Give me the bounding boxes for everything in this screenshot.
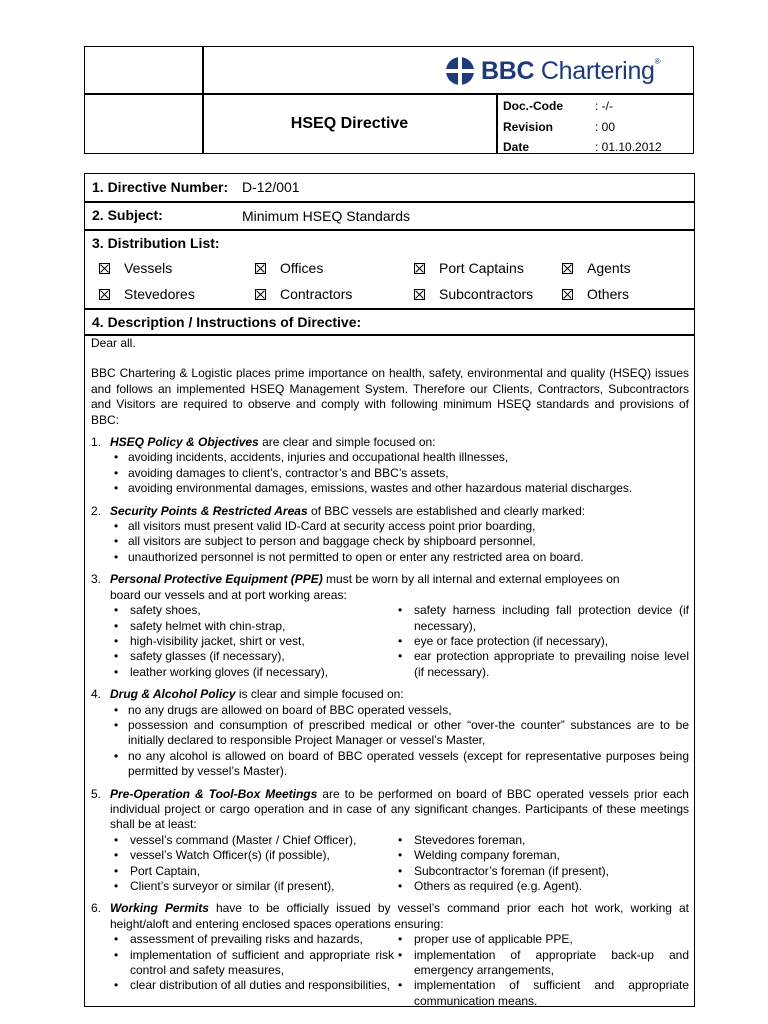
list-item: • avoiding environmental damages, emissions, wastes and other hazardous material discharges. — [110, 481, 689, 496]
list-item: • no any alcohol is allowed on board of BBC operated vessels (except for representative purposes being permitted by vessel’s Master). — [110, 749, 689, 780]
list-item: • implementation of sufficient and appropriate communication means. — [394, 978, 689, 1009]
dist-stevedores: Stevedores — [99, 286, 195, 302]
list-item: • unauthorized personnel is not permitted to open or enter any restricted area on board. — [110, 550, 689, 565]
list-item: • implementation of appropriate back-up and emergency arrangements, — [394, 948, 689, 979]
dist-agents: Agents — [562, 260, 631, 276]
list-item: • avoiding incidents, accidents, injuries and occupational health illnesses, — [110, 450, 689, 465]
divider — [496, 93, 498, 154]
checked-box-icon — [562, 289, 573, 300]
list-item: • vessel’s Watch Officer(s) (if possible), — [110, 848, 394, 863]
subject-value: Minimum HSEQ Standards — [242, 208, 411, 224]
section-security-points: 2. Security Points & Restricted Areas of BBC vessels are established and clearly marked: • all visitors must present valid ID-Card at security access point prior boarding, • all visitors are subject to person and baggage check by shipboard personnel, • unauthorized personnel is not permitted to open or enter any restricted area on board. — [91, 504, 689, 566]
document-header — [84, 46, 694, 154]
checked-box-icon — [99, 263, 110, 274]
directive-table — [84, 173, 695, 1007]
checked-box-icon — [99, 289, 110, 300]
logo-text: BBC Chartering® — [481, 56, 661, 85]
list-item: • Stevedores foreman, — [394, 833, 689, 848]
divider — [85, 308, 694, 310]
list-item: • no any drugs are allowed on board of BBC operated vessels, — [110, 703, 689, 718]
list-item: • vessel’s command (Master / Chief Officer), — [110, 833, 394, 848]
directive-body — [91, 336, 689, 1009]
list-item: • Others as required (e.g. Agent). — [394, 879, 689, 894]
section-hseq-policy: 1. HSEQ Policy & Objectives are clear and simple focused on: • avoiding incidents, accidents, injuries and occupational health illnesses, • avoiding damages to client’s, contractor’s and BBC’s assets, • avoiding environmental damages, emissions, wastes and other hazardous material discharges. — [91, 435, 689, 497]
intro-paragraph: BBC Chartering & Logistic places prime importance on health, safety, environmental and quality (HSEQ) issues and follows an implemented HSEQ Management System. Therefore our Clients, Contractors, Subcontractors and Visitors are required to observe and comply with following minimum HSEQ standards and provisions of BBC: — [91, 366, 689, 427]
divider — [85, 201, 694, 203]
list-item: • proper use of applicable PPE, — [394, 932, 689, 947]
list-item: • all visitors are subject to person and baggage check by shipboard personnel, — [110, 534, 689, 549]
meta-date: Date : 01.10.2012 — [503, 140, 662, 155]
section-drug-alcohol: 4. Drug & Alcohol Policy is clear and simple focused on: • no any drugs are allowed on board of BBC operated vessels, • possession and consumption of prescribed medical or other “over-the counter” substances are to be initially declared to responsible Project Manager or vessel’s Master, • no any alcohol is allowed on board of BBC operated vessels (except for representative purposes being permitted by vessel’s Master). — [91, 687, 689, 779]
dist-offices: Offices — [255, 260, 323, 276]
list-item: • high-visibility jacket, shirt or vest, — [110, 634, 394, 649]
greeting: Dear all. — [91, 336, 136, 350]
distribution-label: 3. Distribution List: — [92, 235, 220, 251]
company-logo — [445, 56, 660, 86]
dist-subcontractors: Subcontractors — [414, 286, 533, 302]
list-item: • safety harness including fall protection device (if necessary), — [394, 603, 689, 634]
list-item: • all visitors must present valid ID-Card at security access point prior boarding, — [110, 519, 689, 534]
checked-box-icon — [255, 289, 266, 300]
list-item: • avoiding damages to client’s, contractor’s and BBC’s assets, — [110, 466, 689, 481]
section-working-permits: 6. Working Permits have to be officially issued by vessel’s command prior each hot work, working at height/aloft and entering enclosed spaces operations ensuring: • assessment of prevailing risks and hazards, • implementation of sufficient and appropriate risk control and safety measures, • clear distribution of all duties and responsibilities, • proper use of applicable PPE, • implementation of appropriate back-up and emergency arrangements, • implementation of sufficient and appropriate communication means. — [91, 901, 689, 1009]
directive-number-value: D-12/001 — [242, 179, 300, 195]
document-meta — [503, 96, 662, 158]
list-item: • eye or face protection (if necessary), — [394, 634, 689, 649]
directive-number-label: 1. Directive Number: — [92, 179, 229, 195]
list-item: • safety glasses (if necessary), — [110, 649, 394, 664]
list-item: • Subcontractor’s foreman (if present), — [394, 864, 689, 879]
list-item: • safety helmet with chin-strap, — [110, 619, 394, 634]
section-meetings: 5. Pre-Operation & Tool-Box Meetings are to be performed on board of BBC operated vessels prior each individual project or cargo operation and in case of any significant changes. Participants of these meetings shall be at least: • vessel’s command (Master / Chief Officer), • vessel’s Watch Officer(s) (if possible), • Port Captain, • Client’s surveyor or similar (if present), • Stevedores foreman, • Welding company foreman, • Subcontractor’s foreman (if present), • Others as required (e.g. Agent). — [91, 787, 689, 895]
document-title: HSEQ Directive — [290, 115, 409, 132]
checked-box-icon — [562, 263, 573, 274]
section-ppe: 3. Personal Protective Equipment (PPE) must be worn by all internal and external employees on board our vessels and at port working areas: • safety shoes, • safety helmet with chin-strap, • high-visibility jacket, shirt or vest, • safety glasses (if necessary), • leather working gloves (if necessary), • safety harness including fall protection device (if necessary), • eye or face protection (if necessary), • ear protection appropriate to prevailing noise level (if necessary). — [91, 572, 689, 680]
divider — [85, 229, 694, 231]
meta-revision: Revision : 00 — [503, 119, 616, 134]
list-item: • Port Captain, — [110, 864, 394, 879]
subject-label: 2. Subject: — [92, 207, 163, 223]
list-item: • ear protection appropriate to prevailing noise level (if necessary). — [394, 649, 689, 680]
dist-vessels: Vessels — [99, 260, 172, 276]
checked-box-icon — [414, 263, 425, 274]
dist-others: Others — [562, 286, 629, 302]
list-item: • possession and consumption of prescribed medical or other “over-the counter” substances are to be initially declared to responsible Project Manager or vessel’s Master, — [110, 718, 689, 749]
dist-port-captains: Port Captains — [414, 260, 524, 276]
list-item: • leather working gloves (if necessary), — [110, 665, 394, 680]
list-item: • assessment of prevailing risks and hazards, — [110, 932, 394, 947]
bbc-cross-logo-icon — [445, 56, 475, 86]
list-item: • implementation of sufficient and appropriate risk control and safety measures, — [110, 948, 394, 979]
checked-box-icon — [414, 289, 425, 300]
meta-doc-code: Doc.-Code : -/- — [503, 99, 613, 114]
list-item: • safety shoes, — [110, 603, 394, 618]
list-item: • Client’s surveyor or similar (if present), — [110, 879, 394, 894]
dist-contractors: Contractors — [255, 286, 352, 302]
list-item: • Welding company foreman, — [394, 848, 689, 863]
checked-box-icon — [255, 263, 266, 274]
list-item: • clear distribution of all duties and responsibilities, — [110, 978, 394, 993]
description-label: 4. Description / Instructions of Directive: — [92, 314, 362, 330]
